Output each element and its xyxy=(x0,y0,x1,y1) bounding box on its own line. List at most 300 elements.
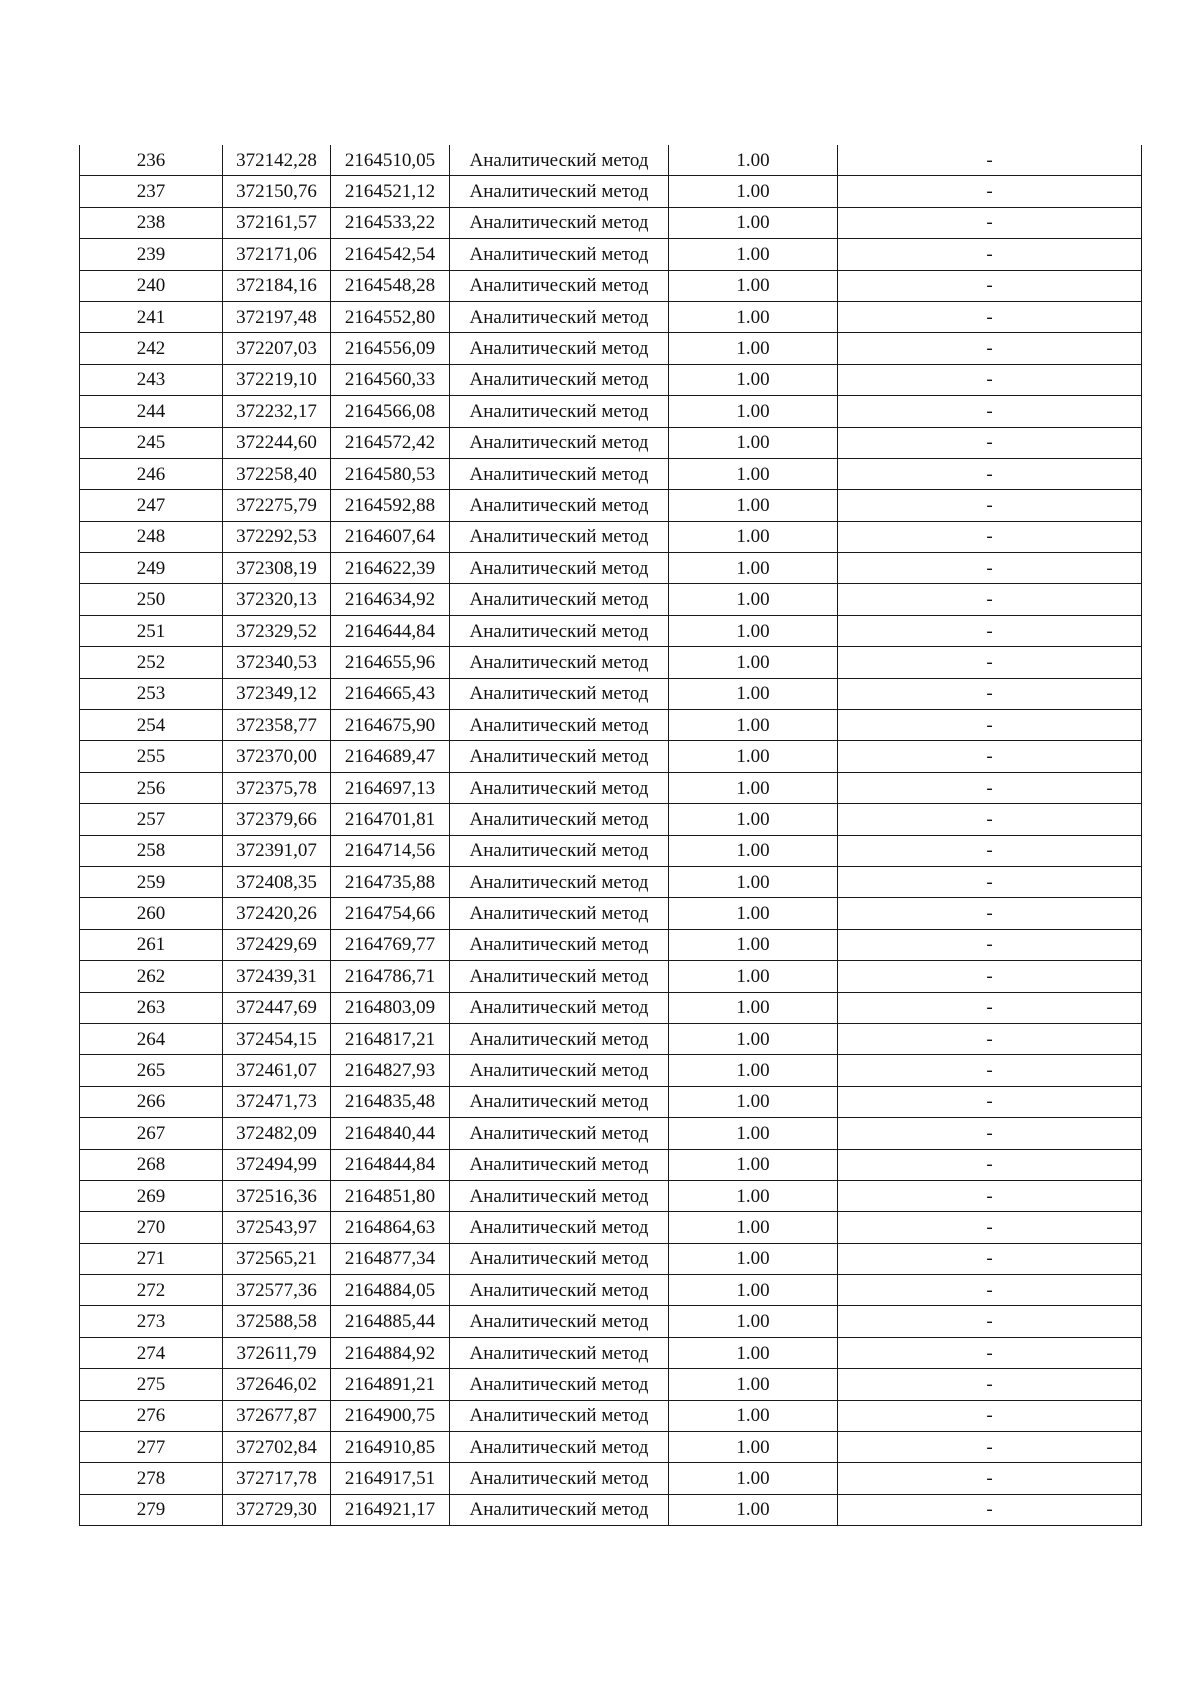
note-cell: - xyxy=(838,1494,1142,1525)
y-coordinate-cell: 2164851,80 xyxy=(331,1180,450,1211)
x-coordinate-cell: 372349,12 xyxy=(223,678,331,709)
method-cell: Аналитический метод xyxy=(450,678,669,709)
y-coordinate-cell: 2164592,88 xyxy=(331,490,450,521)
note-cell: - xyxy=(838,615,1142,646)
accuracy-cell: 1.00 xyxy=(669,678,838,709)
y-coordinate-cell: 2164885,44 xyxy=(331,1306,450,1337)
accuracy-cell: 1.00 xyxy=(669,1212,838,1243)
y-coordinate-cell: 2164835,48 xyxy=(331,1086,450,1117)
x-coordinate-cell: 372447,69 xyxy=(223,992,331,1023)
x-coordinate-cell: 372717,78 xyxy=(223,1463,331,1494)
note-cell: - xyxy=(838,270,1142,301)
note-cell: - xyxy=(838,710,1142,741)
note-cell: - xyxy=(838,396,1142,427)
accuracy-cell: 1.00 xyxy=(669,207,838,238)
accuracy-cell: 1.00 xyxy=(669,1306,838,1337)
accuracy-cell: 1.00 xyxy=(669,866,838,897)
table-row xyxy=(80,835,1142,866)
x-coordinate-cell: 372275,79 xyxy=(223,490,331,521)
table-row xyxy=(80,1023,1142,1054)
x-coordinate-cell: 372320,13 xyxy=(223,584,331,615)
point-number-cell: 264 xyxy=(80,1023,223,1054)
method-cell: Аналитический метод xyxy=(450,458,669,489)
point-number-cell: 239 xyxy=(80,239,223,270)
accuracy-cell: 1.00 xyxy=(669,1149,838,1180)
table-row xyxy=(80,490,1142,521)
method-cell: Аналитический метод xyxy=(450,364,669,395)
method-cell: Аналитический метод xyxy=(450,961,669,992)
y-coordinate-cell: 2164827,93 xyxy=(331,1055,450,1086)
y-coordinate-cell: 2164655,96 xyxy=(331,647,450,678)
table-row xyxy=(80,1243,1142,1274)
method-cell: Аналитический метод xyxy=(450,647,669,678)
table-row xyxy=(80,1180,1142,1211)
y-coordinate-cell: 2164644,84 xyxy=(331,615,450,646)
y-coordinate-cell: 2164533,22 xyxy=(331,207,450,238)
method-cell: Аналитический метод xyxy=(450,1180,669,1211)
y-coordinate-cell: 2164689,47 xyxy=(331,741,450,772)
accuracy-cell: 1.00 xyxy=(669,521,838,552)
accuracy-cell: 1.00 xyxy=(669,427,838,458)
method-cell: Аналитический метод xyxy=(450,396,669,427)
table-row xyxy=(80,804,1142,835)
table-row xyxy=(80,929,1142,960)
table-row xyxy=(80,145,1142,176)
note-cell: - xyxy=(838,521,1142,552)
point-number-cell: 276 xyxy=(80,1400,223,1431)
x-coordinate-cell: 372646,02 xyxy=(223,1369,331,1400)
method-cell: Аналитический метод xyxy=(450,1055,669,1086)
accuracy-cell: 1.00 xyxy=(669,772,838,803)
point-number-cell: 246 xyxy=(80,458,223,489)
point-number-cell: 278 xyxy=(80,1463,223,1494)
method-cell: Аналитический метод xyxy=(450,521,669,552)
point-number-cell: 274 xyxy=(80,1337,223,1368)
x-coordinate-cell: 372702,84 xyxy=(223,1432,331,1463)
point-number-cell: 262 xyxy=(80,961,223,992)
x-coordinate-cell: 372150,76 xyxy=(223,176,331,207)
table-row xyxy=(80,1086,1142,1117)
note-cell: - xyxy=(838,553,1142,584)
x-coordinate-cell: 372516,36 xyxy=(223,1180,331,1211)
method-cell: Аналитический метод xyxy=(450,1337,669,1368)
y-coordinate-cell: 2164714,56 xyxy=(331,835,450,866)
table-row xyxy=(80,207,1142,238)
accuracy-cell: 1.00 xyxy=(669,1400,838,1431)
x-coordinate-cell: 372677,87 xyxy=(223,1400,331,1431)
note-cell: - xyxy=(838,333,1142,364)
note-cell: - xyxy=(838,1086,1142,1117)
accuracy-cell: 1.00 xyxy=(669,961,838,992)
method-cell: Аналитический метод xyxy=(450,584,669,615)
accuracy-cell: 1.00 xyxy=(669,270,838,301)
note-cell: - xyxy=(838,1180,1142,1211)
method-cell: Аналитический метод xyxy=(450,207,669,238)
accuracy-cell: 1.00 xyxy=(669,1432,838,1463)
method-cell: Аналитический метод xyxy=(450,1118,669,1149)
y-coordinate-cell: 2164735,88 xyxy=(331,866,450,897)
table-row xyxy=(80,772,1142,803)
x-coordinate-cell: 372184,16 xyxy=(223,270,331,301)
table-row xyxy=(80,1463,1142,1494)
point-number-cell: 251 xyxy=(80,615,223,646)
y-coordinate-cell: 2164803,09 xyxy=(331,992,450,1023)
x-coordinate-cell: 372370,00 xyxy=(223,741,331,772)
method-cell: Аналитический метод xyxy=(450,835,669,866)
accuracy-cell: 1.00 xyxy=(669,1275,838,1306)
point-number-cell: 260 xyxy=(80,898,223,929)
method-cell: Аналитический метод xyxy=(450,615,669,646)
method-cell: Аналитический метод xyxy=(450,427,669,458)
accuracy-cell: 1.00 xyxy=(669,396,838,427)
accuracy-cell: 1.00 xyxy=(669,1118,838,1149)
point-number-cell: 241 xyxy=(80,301,223,332)
x-coordinate-cell: 372329,52 xyxy=(223,615,331,646)
method-cell: Аналитический метод xyxy=(450,553,669,584)
x-coordinate-cell: 372161,57 xyxy=(223,207,331,238)
method-cell: Аналитический метод xyxy=(450,301,669,332)
y-coordinate-cell: 2164701,81 xyxy=(331,804,450,835)
method-cell: Аналитический метод xyxy=(450,1369,669,1400)
note-cell: - xyxy=(838,1023,1142,1054)
coordinates-table xyxy=(79,145,1142,1526)
y-coordinate-cell: 2164542,54 xyxy=(331,239,450,270)
point-number-cell: 263 xyxy=(80,992,223,1023)
point-number-cell: 265 xyxy=(80,1055,223,1086)
accuracy-cell: 1.00 xyxy=(669,1055,838,1086)
accuracy-cell: 1.00 xyxy=(669,333,838,364)
note-cell: - xyxy=(838,929,1142,960)
table-row xyxy=(80,239,1142,270)
accuracy-cell: 1.00 xyxy=(669,1337,838,1368)
table-row xyxy=(80,270,1142,301)
method-cell: Аналитический метод xyxy=(450,490,669,521)
point-number-cell: 266 xyxy=(80,1086,223,1117)
table-row xyxy=(80,615,1142,646)
table-row xyxy=(80,992,1142,1023)
note-cell: - xyxy=(838,458,1142,489)
point-number-cell: 269 xyxy=(80,1180,223,1211)
x-coordinate-cell: 372379,66 xyxy=(223,804,331,835)
y-coordinate-cell: 2164634,92 xyxy=(331,584,450,615)
x-coordinate-cell: 372439,31 xyxy=(223,961,331,992)
y-coordinate-cell: 2164921,17 xyxy=(331,1494,450,1525)
coordinates-table-body xyxy=(80,145,1142,1526)
x-coordinate-cell: 372454,15 xyxy=(223,1023,331,1054)
table-row xyxy=(80,1337,1142,1368)
table-row xyxy=(80,1306,1142,1337)
y-coordinate-cell: 2164622,39 xyxy=(331,553,450,584)
note-cell: - xyxy=(838,804,1142,835)
table-row xyxy=(80,458,1142,489)
accuracy-cell: 1.00 xyxy=(669,1180,838,1211)
point-number-cell: 271 xyxy=(80,1243,223,1274)
table-row xyxy=(80,678,1142,709)
accuracy-cell: 1.00 xyxy=(669,898,838,929)
note-cell: - xyxy=(838,1055,1142,1086)
accuracy-cell: 1.00 xyxy=(669,1086,838,1117)
method-cell: Аналитический метод xyxy=(450,866,669,897)
method-cell: Аналитический метод xyxy=(450,772,669,803)
note-cell: - xyxy=(838,898,1142,929)
method-cell: Аналитический метод xyxy=(450,1086,669,1117)
y-coordinate-cell: 2164817,21 xyxy=(331,1023,450,1054)
y-coordinate-cell: 2164900,75 xyxy=(331,1400,450,1431)
note-cell: - xyxy=(838,239,1142,270)
point-number-cell: 257 xyxy=(80,804,223,835)
method-cell: Аналитический метод xyxy=(450,898,669,929)
x-coordinate-cell: 372729,30 xyxy=(223,1494,331,1525)
accuracy-cell: 1.00 xyxy=(669,929,838,960)
method-cell: Аналитический метод xyxy=(450,929,669,960)
point-number-cell: 242 xyxy=(80,333,223,364)
table-row xyxy=(80,1212,1142,1243)
table-row xyxy=(80,427,1142,458)
y-coordinate-cell: 2164884,92 xyxy=(331,1337,450,1368)
point-number-cell: 243 xyxy=(80,364,223,395)
x-coordinate-cell: 372611,79 xyxy=(223,1337,331,1368)
note-cell: - xyxy=(838,427,1142,458)
point-number-cell: 238 xyxy=(80,207,223,238)
table-row xyxy=(80,1369,1142,1400)
note-cell: - xyxy=(838,1306,1142,1337)
point-number-cell: 248 xyxy=(80,521,223,552)
note-cell: - xyxy=(838,741,1142,772)
x-coordinate-cell: 372391,07 xyxy=(223,835,331,866)
note-cell: - xyxy=(838,1369,1142,1400)
note-cell: - xyxy=(838,1243,1142,1274)
x-coordinate-cell: 372258,40 xyxy=(223,458,331,489)
y-coordinate-cell: 2164510,05 xyxy=(331,145,450,176)
y-coordinate-cell: 2164910,85 xyxy=(331,1432,450,1463)
table-row xyxy=(80,866,1142,897)
accuracy-cell: 1.00 xyxy=(669,741,838,772)
note-cell: - xyxy=(838,584,1142,615)
y-coordinate-cell: 2164840,44 xyxy=(331,1118,450,1149)
point-number-cell: 258 xyxy=(80,835,223,866)
x-coordinate-cell: 372565,21 xyxy=(223,1243,331,1274)
method-cell: Аналитический метод xyxy=(450,992,669,1023)
table-row xyxy=(80,647,1142,678)
table-row xyxy=(80,521,1142,552)
point-number-cell: 275 xyxy=(80,1369,223,1400)
y-coordinate-cell: 2164891,21 xyxy=(331,1369,450,1400)
method-cell: Аналитический метод xyxy=(450,1463,669,1494)
y-coordinate-cell: 2164566,08 xyxy=(331,396,450,427)
method-cell: Аналитический метод xyxy=(450,333,669,364)
y-coordinate-cell: 2164675,90 xyxy=(331,710,450,741)
y-coordinate-cell: 2164548,28 xyxy=(331,270,450,301)
table-row xyxy=(80,961,1142,992)
point-number-cell: 279 xyxy=(80,1494,223,1525)
table-row xyxy=(80,1494,1142,1525)
table-row xyxy=(80,710,1142,741)
accuracy-cell: 1.00 xyxy=(669,1494,838,1525)
accuracy-cell: 1.00 xyxy=(669,710,838,741)
y-coordinate-cell: 2164786,71 xyxy=(331,961,450,992)
point-number-cell: 254 xyxy=(80,710,223,741)
note-cell: - xyxy=(838,301,1142,332)
x-coordinate-cell: 372408,35 xyxy=(223,866,331,897)
y-coordinate-cell: 2164560,33 xyxy=(331,364,450,395)
method-cell: Аналитический метод xyxy=(450,741,669,772)
y-coordinate-cell: 2164769,77 xyxy=(331,929,450,960)
x-coordinate-cell: 372171,06 xyxy=(223,239,331,270)
method-cell: Аналитический метод xyxy=(450,710,669,741)
y-coordinate-cell: 2164754,66 xyxy=(331,898,450,929)
accuracy-cell: 1.00 xyxy=(669,176,838,207)
point-number-cell: 273 xyxy=(80,1306,223,1337)
y-coordinate-cell: 2164665,43 xyxy=(331,678,450,709)
method-cell: Аналитический метод xyxy=(450,1432,669,1463)
y-coordinate-cell: 2164697,13 xyxy=(331,772,450,803)
x-coordinate-cell: 372482,09 xyxy=(223,1118,331,1149)
table-row xyxy=(80,741,1142,772)
table-row xyxy=(80,1055,1142,1086)
point-number-cell: 259 xyxy=(80,866,223,897)
method-cell: Аналитический метод xyxy=(450,1306,669,1337)
method-cell: Аналитический метод xyxy=(450,1275,669,1306)
table-row xyxy=(80,176,1142,207)
y-coordinate-cell: 2164607,64 xyxy=(331,521,450,552)
method-cell: Аналитический метод xyxy=(450,270,669,301)
note-cell: - xyxy=(838,364,1142,395)
y-coordinate-cell: 2164864,63 xyxy=(331,1212,450,1243)
y-coordinate-cell: 2164572,42 xyxy=(331,427,450,458)
x-coordinate-cell: 372420,26 xyxy=(223,898,331,929)
method-cell: Аналитический метод xyxy=(450,1400,669,1431)
x-coordinate-cell: 372461,07 xyxy=(223,1055,331,1086)
accuracy-cell: 1.00 xyxy=(669,804,838,835)
note-cell: - xyxy=(838,1275,1142,1306)
table-row xyxy=(80,553,1142,584)
accuracy-cell: 1.00 xyxy=(669,490,838,521)
note-cell: - xyxy=(838,866,1142,897)
table-row xyxy=(80,1149,1142,1180)
x-coordinate-cell: 372543,97 xyxy=(223,1212,331,1243)
method-cell: Аналитический метод xyxy=(450,1212,669,1243)
point-number-cell: 255 xyxy=(80,741,223,772)
note-cell: - xyxy=(838,1400,1142,1431)
note-cell: - xyxy=(838,207,1142,238)
point-number-cell: 250 xyxy=(80,584,223,615)
accuracy-cell: 1.00 xyxy=(669,1243,838,1274)
point-number-cell: 268 xyxy=(80,1149,223,1180)
method-cell: Аналитический метод xyxy=(450,1149,669,1180)
x-coordinate-cell: 372197,48 xyxy=(223,301,331,332)
point-number-cell: 236 xyxy=(80,145,223,176)
table-row xyxy=(80,898,1142,929)
x-coordinate-cell: 372588,58 xyxy=(223,1306,331,1337)
note-cell: - xyxy=(838,490,1142,521)
accuracy-cell: 1.00 xyxy=(669,458,838,489)
y-coordinate-cell: 2164552,80 xyxy=(331,301,450,332)
accuracy-cell: 1.00 xyxy=(669,835,838,866)
note-cell: - xyxy=(838,1212,1142,1243)
note-cell: - xyxy=(838,1337,1142,1368)
x-coordinate-cell: 372494,99 xyxy=(223,1149,331,1180)
method-cell: Аналитический метод xyxy=(450,1023,669,1054)
note-cell: - xyxy=(838,176,1142,207)
x-coordinate-cell: 372207,03 xyxy=(223,333,331,364)
accuracy-cell: 1.00 xyxy=(669,301,838,332)
table-row xyxy=(80,301,1142,332)
note-cell: - xyxy=(838,835,1142,866)
table-row xyxy=(80,333,1142,364)
note-cell: - xyxy=(838,992,1142,1023)
x-coordinate-cell: 372219,10 xyxy=(223,364,331,395)
note-cell: - xyxy=(838,1118,1142,1149)
method-cell: Аналитический метод xyxy=(450,1243,669,1274)
table-row xyxy=(80,1432,1142,1463)
note-cell: - xyxy=(838,678,1142,709)
method-cell: Аналитический метод xyxy=(450,1494,669,1525)
x-coordinate-cell: 372142,28 xyxy=(223,145,331,176)
method-cell: Аналитический метод xyxy=(450,145,669,176)
accuracy-cell: 1.00 xyxy=(669,992,838,1023)
note-cell: - xyxy=(838,772,1142,803)
table-row xyxy=(80,1275,1142,1306)
x-coordinate-cell: 372358,77 xyxy=(223,710,331,741)
point-number-cell: 267 xyxy=(80,1118,223,1149)
point-number-cell: 252 xyxy=(80,647,223,678)
accuracy-cell: 1.00 xyxy=(669,1023,838,1054)
accuracy-cell: 1.00 xyxy=(669,647,838,678)
table-row xyxy=(80,584,1142,615)
accuracy-cell: 1.00 xyxy=(669,1369,838,1400)
x-coordinate-cell: 372244,60 xyxy=(223,427,331,458)
point-number-cell: 270 xyxy=(80,1212,223,1243)
method-cell: Аналитический метод xyxy=(450,239,669,270)
table-row xyxy=(80,1400,1142,1431)
point-number-cell: 245 xyxy=(80,427,223,458)
x-coordinate-cell: 372340,53 xyxy=(223,647,331,678)
note-cell: - xyxy=(838,1463,1142,1494)
accuracy-cell: 1.00 xyxy=(669,615,838,646)
point-number-cell: 249 xyxy=(80,553,223,584)
table-row xyxy=(80,1118,1142,1149)
y-coordinate-cell: 2164844,84 xyxy=(331,1149,450,1180)
x-coordinate-cell: 372429,69 xyxy=(223,929,331,960)
note-cell: - xyxy=(838,961,1142,992)
point-number-cell: 247 xyxy=(80,490,223,521)
y-coordinate-cell: 2164877,34 xyxy=(331,1243,450,1274)
table-row xyxy=(80,396,1142,427)
point-number-cell: 261 xyxy=(80,929,223,960)
accuracy-cell: 1.00 xyxy=(669,145,838,176)
note-cell: - xyxy=(838,1149,1142,1180)
point-number-cell: 240 xyxy=(80,270,223,301)
accuracy-cell: 1.00 xyxy=(669,364,838,395)
accuracy-cell: 1.00 xyxy=(669,553,838,584)
x-coordinate-cell: 372232,17 xyxy=(223,396,331,427)
method-cell: Аналитический метод xyxy=(450,804,669,835)
y-coordinate-cell: 2164556,09 xyxy=(331,333,450,364)
note-cell: - xyxy=(838,145,1142,176)
method-cell: Аналитический метод xyxy=(450,176,669,207)
x-coordinate-cell: 372375,78 xyxy=(223,772,331,803)
accuracy-cell: 1.00 xyxy=(669,584,838,615)
point-number-cell: 256 xyxy=(80,772,223,803)
y-coordinate-cell: 2164917,51 xyxy=(331,1463,450,1494)
point-number-cell: 253 xyxy=(80,678,223,709)
x-coordinate-cell: 372471,73 xyxy=(223,1086,331,1117)
accuracy-cell: 1.00 xyxy=(669,1463,838,1494)
point-number-cell: 237 xyxy=(80,176,223,207)
x-coordinate-cell: 372308,19 xyxy=(223,553,331,584)
y-coordinate-cell: 2164884,05 xyxy=(331,1275,450,1306)
y-coordinate-cell: 2164521,12 xyxy=(331,176,450,207)
